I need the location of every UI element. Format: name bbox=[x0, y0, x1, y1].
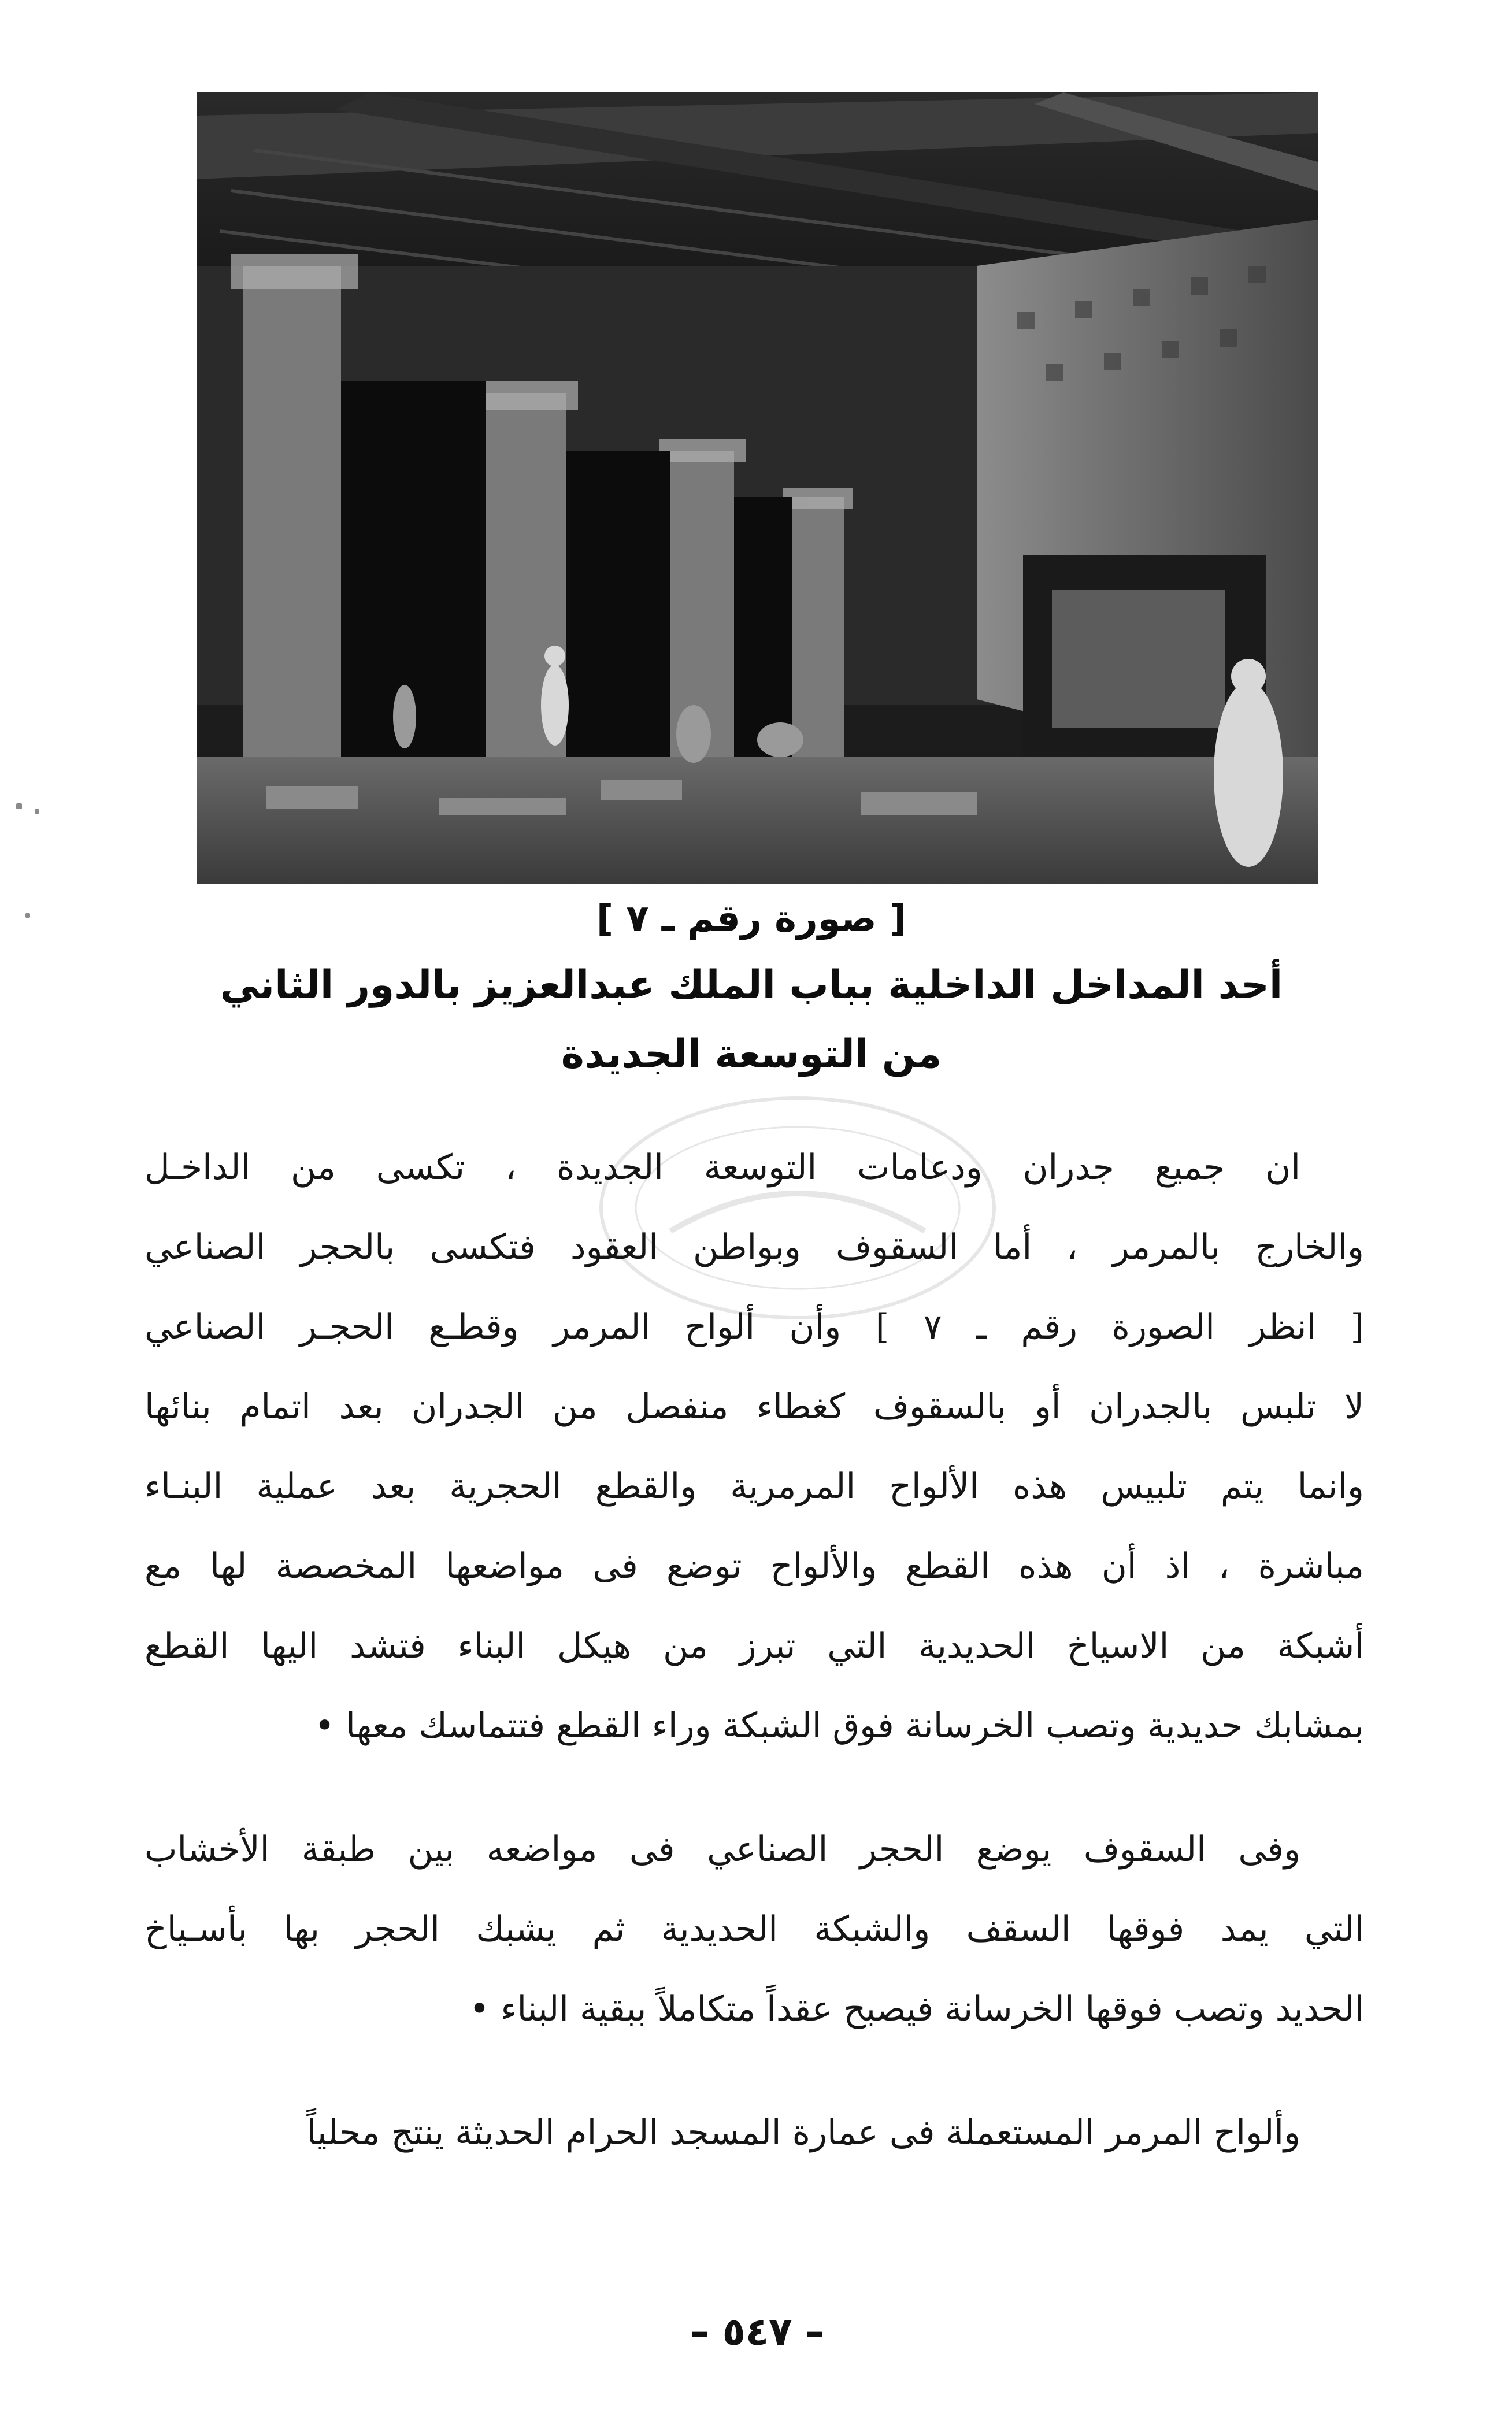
body-line: أشبكة من الاسياخ الحديدية التي تبرز من هيكل البناء فتشد اليها القطع bbox=[144, 1626, 1364, 1666]
body-line: والخارج بالمرمر ، أما السقوف وبواطن العقود فتكسى بالحجر الصناعي bbox=[144, 1227, 1364, 1267]
photo-image-icon bbox=[197, 92, 1318, 884]
body-line: بمشابك حديدية وتصب الخرسانة فوق الشبكة وراء القطع فتتماسك معها • bbox=[314, 1706, 1364, 1746]
body-line: وفى السقوف يوضع الحجر الصناعي فى مواضعه بين طبقة الأخشاب bbox=[144, 1829, 1300, 1870]
scan-speck bbox=[16, 803, 22, 809]
body-line: التي يمد فوقها السقف والشبكة الحديدية ثم يشبك الحجر بها بأسـياخ bbox=[144, 1909, 1364, 1949]
library-stamp-watermark bbox=[590, 1087, 1006, 1329]
body-line: الحديد وتصب فوقها الخرسانة فيصبح عقداً متكاملاً ببقية البناء • bbox=[469, 1989, 1364, 2029]
body-line: [ انظر الصورة رقم ـ ٧ ] وأن ألواح المرمر وقطـع الحجـر الصناعي bbox=[144, 1307, 1364, 1347]
body-line: ان جميع جدران ودعامات التوسعة الجديدة ، تكسى من الداخـل bbox=[144, 1147, 1300, 1188]
caption-line-1: أحد المداخل الداخلية بباب الملك عبدالعزيز بالدور الثاني bbox=[220, 962, 1283, 1008]
scan-speck bbox=[25, 913, 30, 918]
figure-number: [ صورة رقم ـ ٧ ] bbox=[596, 898, 907, 940]
interior-photo bbox=[197, 92, 1318, 884]
body-line: وانما يتم تلبيس هذه الألواح المرمرية والقطع الحجرية بعد عملية البنـاء bbox=[144, 1466, 1364, 1507]
body-line: وألواح المرمر المستعملة فى عمارة المسجد الحرام الحديثة ينتج محلياً bbox=[306, 2112, 1300, 2153]
scan-speck bbox=[35, 809, 39, 814]
caption-line-2: من التوسعة الجديدة bbox=[561, 1032, 942, 1077]
body-line: لا تلبس بالجدران أو بالسقوف كغطاء منفصل من الجدران بعد اتمام بنائها bbox=[144, 1387, 1364, 1427]
page-number: – ٥٤٧ – bbox=[690, 2310, 825, 2354]
body-line: مباشرة ، اذ أن هذه القطع والألواح توضع فى مواضعها المخصصة لها مع bbox=[144, 1546, 1364, 1586]
